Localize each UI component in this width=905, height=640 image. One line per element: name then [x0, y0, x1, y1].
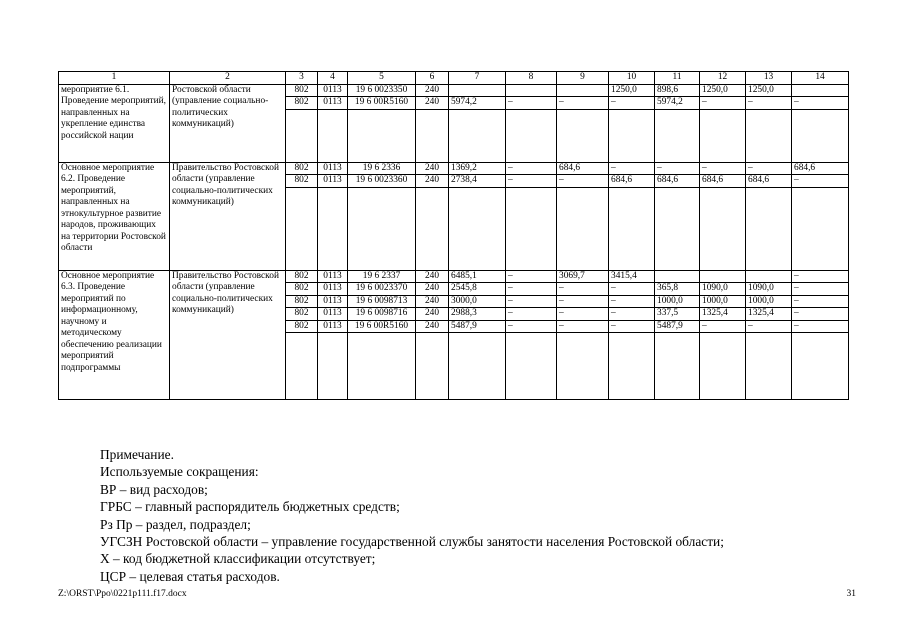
column-number: 2 [170, 72, 286, 85]
column-number: 5 [348, 72, 416, 85]
empty-cell [318, 187, 348, 270]
table-cell: 802 [286, 270, 318, 283]
table-cell: – [609, 283, 655, 296]
table-cell: 802 [286, 295, 318, 308]
activity-name-cell: Основное мероприятие 6.2. Проведение мероприятий, направленных на этнокультурное развитие народов, проживающих на территории Ростовской области [59, 162, 170, 270]
table-cell: 240 [416, 295, 449, 308]
table-cell: – [746, 162, 792, 175]
table-cell: 684,6 [655, 175, 700, 188]
table-cell [449, 84, 506, 97]
table-cell [655, 270, 700, 283]
table-cell: 19 6 0098716 [348, 308, 416, 321]
table-cell: 240 [416, 84, 449, 97]
abbreviation-notes [100, 446, 860, 585]
table-cell: 0113 [318, 97, 348, 110]
table-cell: 3000,0 [449, 295, 506, 308]
table-cell: – [557, 97, 609, 110]
table-cell: 0113 [318, 283, 348, 296]
table-cell: 5974,2 [449, 97, 506, 110]
table-cell: 365,8 [655, 283, 700, 296]
table-cell: – [609, 320, 655, 333]
column-number: 9 [557, 72, 609, 85]
table-cell: – [792, 283, 849, 296]
table-cell: 240 [416, 97, 449, 110]
note-line: Рз Пр – раздел, подраздел; [100, 516, 251, 532]
empty-cell [746, 187, 792, 270]
table-cell: – [506, 97, 557, 110]
column-number: 6 [416, 72, 449, 85]
empty-cell [792, 333, 849, 400]
table-cell: 2988,3 [449, 308, 506, 321]
table-cell: 1090,0 [700, 283, 746, 296]
table-cell [792, 84, 849, 97]
table-cell: 898,6 [655, 84, 700, 97]
column-number: 12 [700, 72, 746, 85]
activity-name-cell: мероприятие 6.1. Проведение мероприятий, направленных на укрепление единства российской нации [59, 84, 170, 162]
empty-cell [449, 333, 506, 400]
table-cell: 19 6 00R5160 [348, 320, 416, 333]
empty-cell [792, 187, 849, 270]
table-cell: 5487,9 [449, 320, 506, 333]
table-row [59, 162, 849, 175]
table-cell: 19 6 0023350 [348, 84, 416, 97]
table-cell: – [506, 162, 557, 175]
executor-cell: Правительство Ростовской области (управление социально-политических коммуникаций) [170, 270, 286, 400]
empty-cell [318, 333, 348, 400]
table-cell: – [557, 295, 609, 308]
table-cell: – [557, 175, 609, 188]
column-number: 7 [449, 72, 506, 85]
page-number: 31 [846, 589, 856, 599]
empty-cell [416, 187, 449, 270]
column-number: 14 [792, 72, 849, 85]
table-cell: 1369,2 [449, 162, 506, 175]
table-cell: 3069,7 [557, 270, 609, 283]
column-number: 13 [746, 72, 792, 85]
table-cell: 19 6 0023360 [348, 175, 416, 188]
table-cell: 1000,0 [655, 295, 700, 308]
table-cell: – [700, 162, 746, 175]
column-number: 3 [286, 72, 318, 85]
table-cell: – [746, 97, 792, 110]
empty-cell [557, 333, 609, 400]
executor-cell: Правительство Ростовской области (управление социально-политических коммуникаций) [170, 162, 286, 270]
empty-cell [348, 333, 416, 400]
table-cell: – [746, 320, 792, 333]
empty-cell [746, 333, 792, 400]
column-number: 1 [59, 72, 170, 85]
table-cell [557, 84, 609, 97]
table-cell: – [792, 320, 849, 333]
empty-cell [700, 333, 746, 400]
table-cell: 5487,9 [655, 320, 700, 333]
table-cell: 337,5 [655, 308, 700, 321]
table-cell: – [609, 295, 655, 308]
column-number-row [59, 72, 849, 85]
table-cell: 19 6 2336 [348, 162, 416, 175]
table-cell: – [792, 270, 849, 283]
note-line: Х – код бюджетной классификации отсутствует; [100, 551, 376, 567]
table-cell: – [792, 97, 849, 110]
table-cell: – [609, 308, 655, 321]
table-cell: – [506, 320, 557, 333]
empty-cell [609, 109, 655, 162]
empty-cell [792, 109, 849, 162]
table-cell: 802 [286, 162, 318, 175]
empty-cell [348, 187, 416, 270]
empty-cell [557, 187, 609, 270]
table-cell: 0113 [318, 295, 348, 308]
empty-cell [449, 187, 506, 270]
table-cell: 1325,4 [746, 308, 792, 321]
table-cell: 19 6 2337 [348, 270, 416, 283]
table-cell: 2545,8 [449, 283, 506, 296]
table-cell: 6485,1 [449, 270, 506, 283]
table-cell: – [700, 97, 746, 110]
table-cell: 240 [416, 175, 449, 188]
table-cell: 802 [286, 97, 318, 110]
table-cell [506, 84, 557, 97]
empty-cell [609, 333, 655, 400]
table-cell: – [792, 295, 849, 308]
table-cell: 684,6 [557, 162, 609, 175]
table-cell: 1000,0 [746, 295, 792, 308]
empty-cell [557, 109, 609, 162]
note-title: Примечание. [100, 447, 174, 462]
activity-name-cell: Основное мероприятие 6.3. Проведение мероприятий по информационному, научному и методическому обеспечению реализации мероприятий подпрограммы [59, 270, 170, 400]
table-cell: – [609, 162, 655, 175]
note-line: Используемые сокращения: [100, 464, 259, 480]
table-cell: 684,6 [792, 162, 849, 175]
table-cell: 802 [286, 283, 318, 296]
table-cell: 240 [416, 162, 449, 175]
empty-cell [416, 109, 449, 162]
empty-cell [348, 109, 416, 162]
empty-cell [286, 187, 318, 270]
table-cell: 240 [416, 270, 449, 283]
budget-table [58, 71, 849, 400]
table-cell: 1000,0 [700, 295, 746, 308]
table-cell: 0113 [318, 308, 348, 321]
table-row [59, 84, 849, 97]
table-cell: – [557, 320, 609, 333]
table-cell: 0113 [318, 84, 348, 97]
table-cell: 1250,0 [746, 84, 792, 97]
empty-cell [655, 187, 700, 270]
table-cell: 5974,2 [655, 97, 700, 110]
column-number: 11 [655, 72, 700, 85]
table-row [59, 270, 849, 283]
table-cell: – [792, 175, 849, 188]
empty-cell [286, 333, 318, 400]
table-cell [746, 270, 792, 283]
table-cell: 0113 [318, 320, 348, 333]
table-cell: – [700, 320, 746, 333]
table-cell: 240 [416, 320, 449, 333]
empty-cell [416, 333, 449, 400]
empty-cell [506, 109, 557, 162]
table-cell: 802 [286, 175, 318, 188]
table-cell: 802 [286, 84, 318, 97]
table-cell: 1325,4 [700, 308, 746, 321]
table-cell: – [792, 308, 849, 321]
table-cell: 1250,0 [609, 84, 655, 97]
empty-cell [506, 333, 557, 400]
empty-cell [286, 109, 318, 162]
table-cell: – [506, 175, 557, 188]
table-cell [700, 270, 746, 283]
table-cell: 0113 [318, 162, 348, 175]
table-cell: 802 [286, 308, 318, 321]
table-cell: 19 6 0023370 [348, 283, 416, 296]
column-number: 8 [506, 72, 557, 85]
table-cell: – [609, 97, 655, 110]
executor-cell: Ростовской области (управление социально-политических коммуникаций) [170, 84, 286, 162]
empty-cell [700, 187, 746, 270]
document-path: Z:\ORST\Ppo\0221p111.f17.docx [58, 589, 187, 599]
column-number: 4 [318, 72, 348, 85]
table-cell: 240 [416, 308, 449, 321]
note-line: ВР – вид расходов; [100, 481, 208, 497]
note-line: ЦСР – целевая статья расходов. [100, 568, 280, 584]
table-cell: 1250,0 [700, 84, 746, 97]
table-cell: 684,6 [700, 175, 746, 188]
empty-cell [655, 109, 700, 162]
table-cell: 684,6 [609, 175, 655, 188]
table-cell: 19 6 0098713 [348, 295, 416, 308]
table-cell: – [557, 308, 609, 321]
table-cell: 0113 [318, 175, 348, 188]
table-cell: 0113 [318, 270, 348, 283]
note-line: УГСЗН Ростовской области – управление государственной службы занятости населения Ростовской области; [100, 534, 724, 550]
table-cell: 19 6 00R5160 [348, 97, 416, 110]
table-cell: – [506, 308, 557, 321]
table-cell: – [557, 283, 609, 296]
empty-cell [449, 109, 506, 162]
empty-cell [609, 187, 655, 270]
table-cell: – [506, 295, 557, 308]
empty-cell [318, 109, 348, 162]
table-cell: 3415,4 [609, 270, 655, 283]
column-number: 10 [609, 72, 655, 85]
table-cell: 684,6 [746, 175, 792, 188]
table-cell: – [655, 162, 700, 175]
table-cell: 240 [416, 283, 449, 296]
table-cell: – [506, 270, 557, 283]
table-cell: 1090,0 [746, 283, 792, 296]
table-cell: 802 [286, 320, 318, 333]
note-line: ГРБС – главный распорядитель бюджетных средств; [100, 499, 400, 515]
table-cell: – [506, 283, 557, 296]
empty-cell [700, 109, 746, 162]
empty-cell [655, 333, 700, 400]
empty-cell [746, 109, 792, 162]
empty-cell [506, 187, 557, 270]
table-cell: 2738,4 [449, 175, 506, 188]
